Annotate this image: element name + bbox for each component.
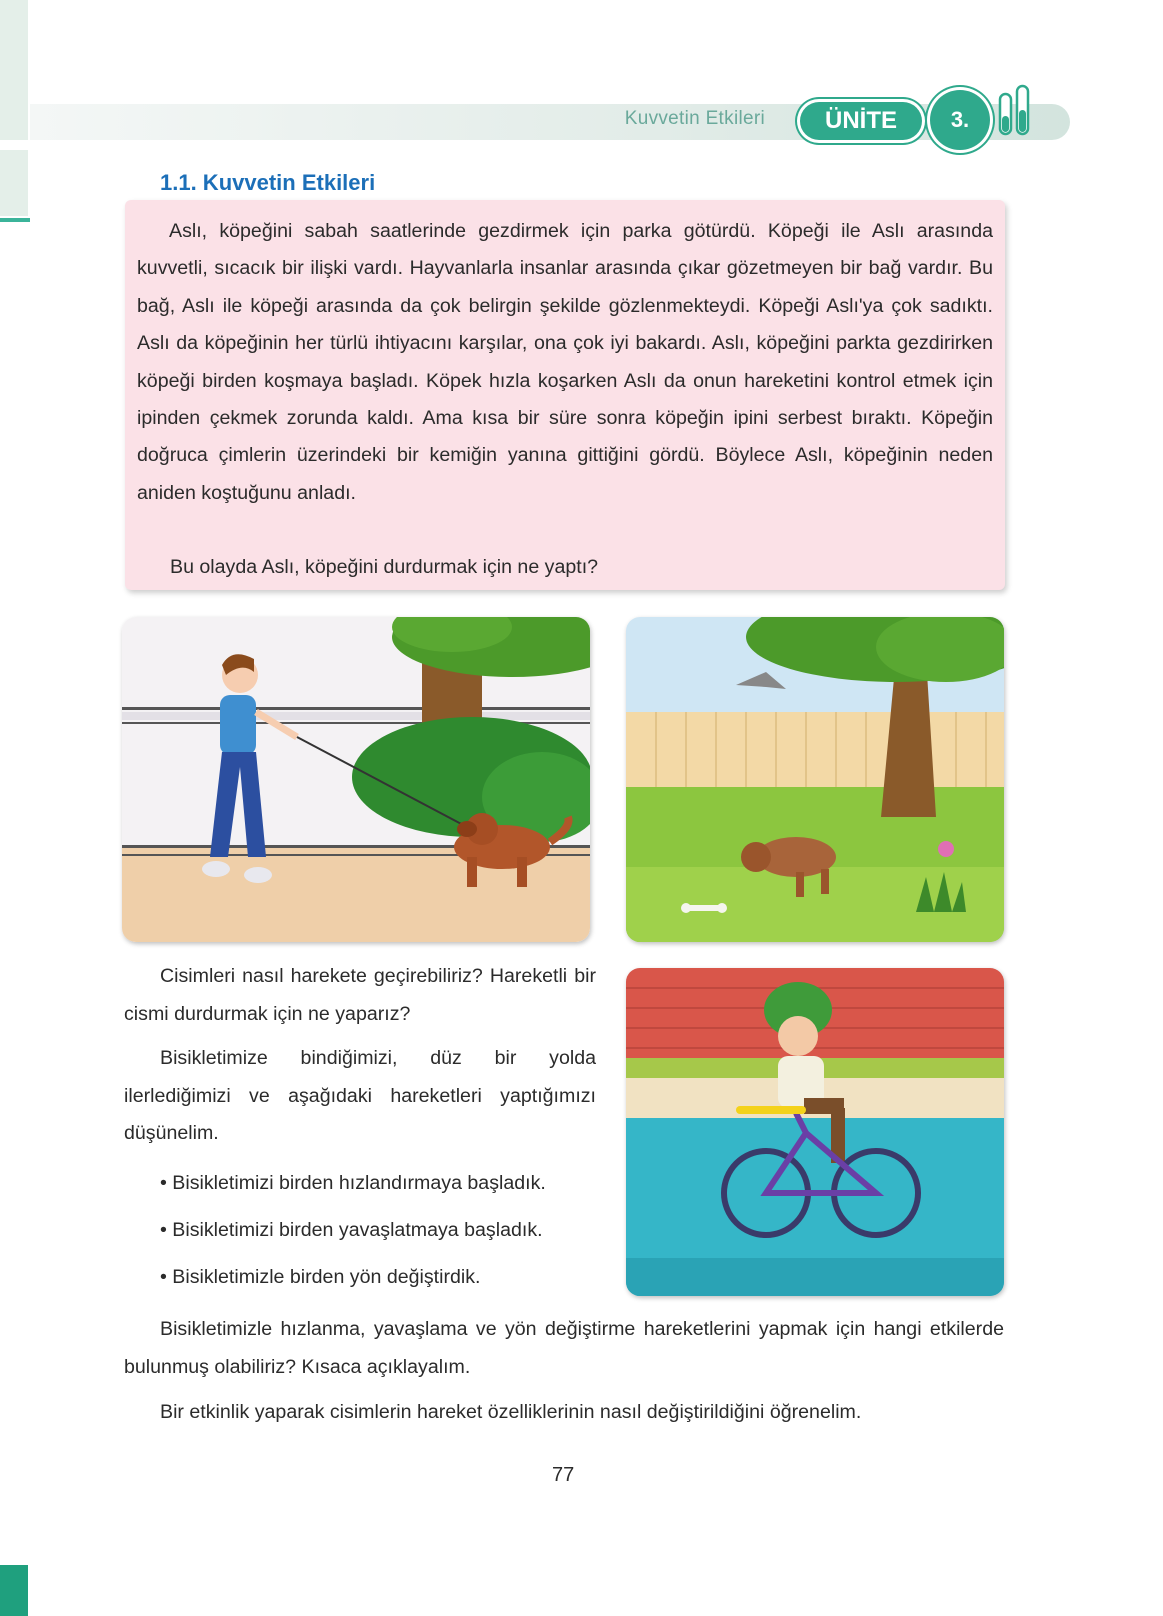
story-question: Bu olayda Aslı, köpeğini durdurmak için ne yaptı?: [170, 556, 599, 578]
bullet-item: • Bisikletimizi birden yavaşlatmaya başladık.: [160, 1219, 543, 1241]
bicycle-intro-paragraph: Bisikletimize bindiğimizi, düz bir yolda ilerlediğimizi ve aşağıdaki hareketleri yaptığımızı düşünelim.: [124, 1047, 596, 1145]
bullet-item: • Bisikletimizle birden yön değiştirdik.: [160, 1266, 481, 1288]
margin-accent-line: [0, 218, 30, 222]
effects-question-paragraph: Bisikletimizle hızlanma, yavaşlama ve yön değiştirme hareketlerini yapmak için hangi etkilerde bulunmuş olabiliriz? Kısaca açıklayalım.: [124, 1318, 1004, 1378]
activity-paragraph: Bir etkinlik yaparak cisimlerin hareket özelliklerinin nasıl değiştirildiğini öğrenelim.: [160, 1401, 862, 1423]
illustration-girl-walking-dog: [122, 617, 590, 942]
test-tubes-icon: [995, 82, 1035, 145]
illustration-boy-on-bicycle: [626, 968, 1004, 1296]
margin-tab-top: [0, 0, 28, 140]
header-title: Kuvvetin Etkileri: [624, 108, 765, 129]
story-text: Aslı, köpeğini sabah saatlerinde gezdirmek için parka götürdü. Köpeği ile Aslı arasında kuvvetli, sıcacık bir ilişki vardı. Hayvanlarla insanlar arasında çıkar gözetmeyen bir bağ vardır. Bu bağ, Aslı ile köpeği arasında da çok belirgin şekilde gözlenmekteydi. Köpeği Aslı'ya çok sadıktı. Aslı da köpeğinin her türlü ihtiyacını karşılar, ona çok iyi bakardı. Aslı, köpeğini parkta gezdirirken köpeği birden koşmaya başladı. Köpek hızla koşarken Aslı da onun hareketini kontrol etmek için ipinden çekmek zorunda kaldı. Ama kısa bir süre sonra köpeğin ipini serbest bıraktı. Köpeğin doğruca çimlerin üzerindeki bir kemiğin yanına gittiğini gördü. Böylece Aslı, köpeğinin neden aniden koştuğunu anladı.: [137, 220, 993, 504]
margin-tab-middle: [0, 150, 28, 216]
page-number: 77: [552, 1464, 575, 1486]
illustration-dog-finding-bone: [626, 617, 1004, 942]
bullet-item: • Bisikletimizi birden hızlandırmaya başladık.: [160, 1172, 546, 1194]
margin-tab-bottom: [0, 1565, 28, 1616]
question-paragraph: Cisimleri nasıl harekete geçirebiliriz? Hareketli bir cismi durdurmak için ne yaparız?: [124, 965, 596, 1025]
unit-label-badge: ÜNİTE: [800, 102, 922, 140]
unit-number-badge: 3.: [930, 90, 990, 150]
section-title: 1.1. Kuvvetin Etkileri: [160, 170, 376, 195]
